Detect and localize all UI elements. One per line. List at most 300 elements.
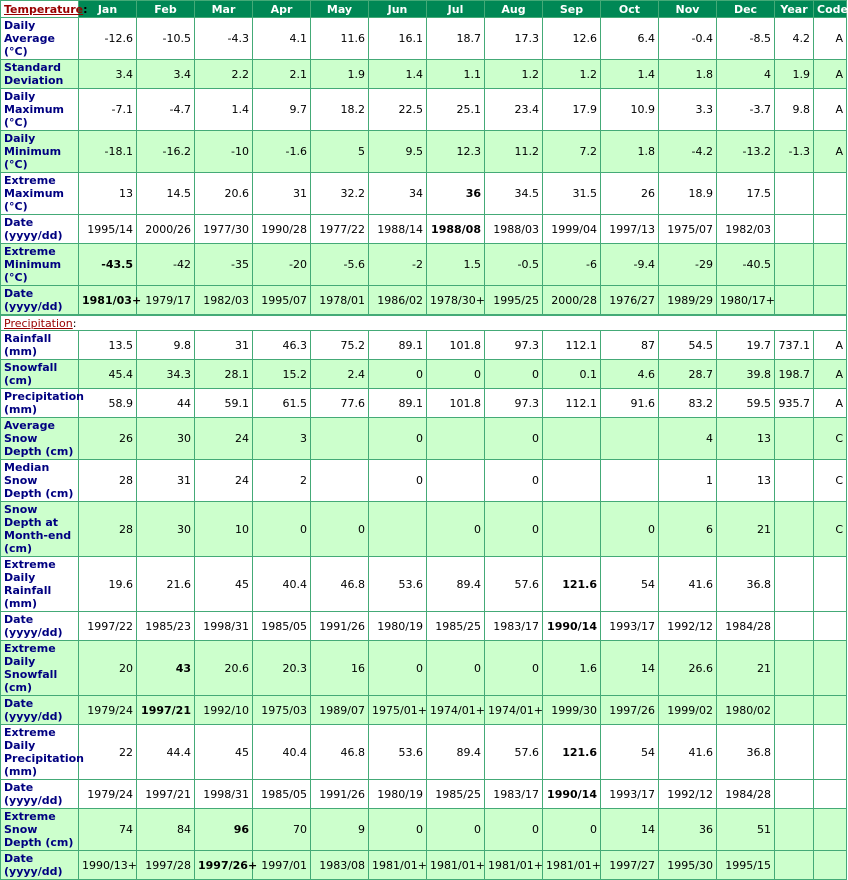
table-cell: 7.2 [543,131,601,173]
table-cell: 101.8 [427,389,485,418]
table-cell: 19.7 [717,331,775,360]
precipitation-section [1,315,847,331]
table-cell: 91.6 [601,389,659,418]
table-cell: 77.6 [311,389,369,418]
table-cell: 1992/12 [659,780,717,809]
table-row [1,360,847,389]
table-cell: 2000/26 [137,215,195,244]
table-cell: 4 [717,60,775,89]
table-cell: 1986/02 [369,286,427,316]
year-cell: 935.7 [775,389,814,418]
code-cell: A [814,60,847,89]
table-cell: 36.8 [717,725,775,780]
table-cell: -13.2 [717,131,775,173]
table-cell: 0 [485,809,543,851]
temperature-section-title[interactable]: Temperature [4,2,84,16]
table-cell: 1978/30+ [427,286,485,316]
table-cell: -0.5 [485,244,543,286]
table-cell: 1984/28 [717,612,775,641]
table-cell: 0 [253,502,311,557]
code-cell [814,173,847,215]
table-row [1,460,847,502]
table-cell: 1998/31 [195,612,253,641]
table-cell: 36.8 [717,557,775,612]
table-cell: 2 [253,460,311,502]
code-cell: C [814,418,847,460]
row-label: Extreme Minimum (°C) [1,244,79,286]
code-cell: C [814,502,847,557]
precipitation-section-row [1,315,847,331]
row-label: Average Snow Depth (cm) [1,418,79,460]
code-cell [814,725,847,780]
table-cell: 89.4 [427,557,485,612]
table-cell: 112.1 [543,389,601,418]
table-cell [427,418,485,460]
col-header-month: Jan [79,1,137,18]
table-row [1,809,847,851]
table-cell: 12.6 [543,18,601,60]
table-cell: 89.1 [369,389,427,418]
header-row [1,1,847,18]
table-cell: 1988/08 [427,215,485,244]
table-cell: -3.7 [717,89,775,131]
code-cell [814,809,847,851]
row-label: Median Snow Depth (cm) [1,460,79,502]
table-cell: -4.7 [137,89,195,131]
table-cell: 20.6 [195,641,253,696]
row-label: Date (yyyy/dd) [1,286,79,316]
table-row [1,60,847,89]
table-cell: 40.4 [253,725,311,780]
temperature-section-header: Temperature: [1,1,79,18]
table-cell: 1983/08 [311,851,369,880]
year-cell [775,809,814,851]
table-cell: 1.9 [311,60,369,89]
table-cell: 0 [485,418,543,460]
table-cell: 54.5 [659,331,717,360]
table-cell: 0 [369,360,427,389]
table-cell: 1995/14 [79,215,137,244]
col-header-month: Sep [543,1,601,18]
table-cell: 34.3 [137,360,195,389]
table-cell: 1990/28 [253,215,311,244]
table-cell: -16.2 [137,131,195,173]
table-cell: 1992/12 [659,612,717,641]
table-cell: 1 [659,460,717,502]
table-cell: 15.2 [253,360,311,389]
table-cell: 1999/02 [659,696,717,725]
table-row [1,612,847,641]
table-cell: 101.8 [427,331,485,360]
code-cell: A [814,131,847,173]
row-label: Standard Deviation [1,60,79,89]
table-cell: 46.8 [311,725,369,780]
year-cell: -1.3 [775,131,814,173]
table-cell: 97.3 [485,331,543,360]
table-cell: 121.6 [543,557,601,612]
table-cell: 1.6 [543,641,601,696]
table-cell: 89.1 [369,331,427,360]
code-cell [814,641,847,696]
table-cell: 22.5 [369,89,427,131]
col-header-month: Nov [659,1,717,18]
table-cell: 1975/03 [253,696,311,725]
year-cell [775,418,814,460]
row-label: Date (yyyy/dd) [1,851,79,880]
table-cell: 23.4 [485,89,543,131]
table-cell: 2.4 [311,360,369,389]
table-cell: 1988/03 [485,215,543,244]
table-cell: 12.3 [427,131,485,173]
table-row [1,215,847,244]
row-label: Extreme Daily Precipitation (mm) [1,725,79,780]
table-cell: 3.3 [659,89,717,131]
table-cell: -8.5 [717,18,775,60]
table-cell: 20 [79,641,137,696]
table-cell: 4 [659,418,717,460]
table-cell [543,418,601,460]
table-cell: 18.2 [311,89,369,131]
table-cell: 45.4 [79,360,137,389]
col-header-month: May [311,1,369,18]
table-cell: 0 [485,641,543,696]
table-cell: 1980/02 [717,696,775,725]
table-cell: 59.1 [195,389,253,418]
col-header-month: Apr [253,1,311,18]
row-label: Date (yyyy/dd) [1,215,79,244]
table-cell: 17.5 [717,173,775,215]
row-label: Precipitation (mm) [1,389,79,418]
table-cell: 1997/26+ [195,851,253,880]
table-cell: 54 [601,557,659,612]
table-cell: 18.7 [427,18,485,60]
table-cell: 87 [601,331,659,360]
table-row [1,286,847,316]
table-cell [369,502,427,557]
table-row [1,418,847,460]
table-cell: 1991/26 [311,780,369,809]
table-cell: 2.2 [195,60,253,89]
table-cell: 9 [311,809,369,851]
table-cell: 2000/28 [543,286,601,316]
table-cell: 13 [717,418,775,460]
table-cell: 17.9 [543,89,601,131]
table-cell: 21 [717,502,775,557]
table-cell: -2 [369,244,427,286]
table-cell: 121.6 [543,725,601,780]
table-cell: 53.6 [369,557,427,612]
table-cell: 43 [137,641,195,696]
table-cell: 10.9 [601,89,659,131]
table-cell: 1997/01 [253,851,311,880]
table-cell: 28.7 [659,360,717,389]
table-cell: 1999/30 [543,696,601,725]
table-cell: 20.3 [253,641,311,696]
table-cell: 1995/15 [717,851,775,880]
table-cell: 58.9 [79,389,137,418]
table-cell: 14 [601,809,659,851]
table-cell: 1997/13 [601,215,659,244]
table-cell: 1990/13+ [79,851,137,880]
table-cell: 59.5 [717,389,775,418]
table-cell: 1.4 [601,60,659,89]
table-row [1,244,847,286]
table-cell: 28.1 [195,360,253,389]
table-cell: 1.1 [427,60,485,89]
table-cell: 1993/17 [601,780,659,809]
table-cell: 11.6 [311,18,369,60]
row-label: Extreme Daily Snowfall (cm) [1,641,79,696]
row-label: Date (yyyy/dd) [1,780,79,809]
year-cell [775,612,814,641]
col-header-month: Mar [195,1,253,18]
table-cell: 34 [369,173,427,215]
row-label: Date (yyyy/dd) [1,696,79,725]
table-cell: 1.4 [369,60,427,89]
table-cell [311,418,369,460]
table-cell: 1993/17 [601,612,659,641]
table-cell [311,460,369,502]
table-cell: -20 [253,244,311,286]
table-row [1,18,847,60]
table-cell: 1.2 [543,60,601,89]
table-cell: 0 [543,809,601,851]
table-cell: 1980/19 [369,612,427,641]
table-cell: 0 [485,502,543,557]
table-cell: 5 [311,131,369,173]
table-cell: 1975/07 [659,215,717,244]
col-header-year: Year [775,1,814,18]
code-cell: A [814,89,847,131]
table-cell: 0 [369,418,427,460]
table-cell: 75.2 [311,331,369,360]
table-cell: 32.2 [311,173,369,215]
table-cell: 1989/07 [311,696,369,725]
table-cell: 28 [79,460,137,502]
table-cell: 25.1 [427,89,485,131]
year-cell [775,215,814,244]
year-cell [775,725,814,780]
table-cell: 1.8 [659,60,717,89]
year-cell [775,244,814,286]
row-label: Extreme Maximum (°C) [1,173,79,215]
table-cell: 30 [137,418,195,460]
table-row [1,641,847,696]
table-cell: 1985/05 [253,780,311,809]
table-cell [543,460,601,502]
table-cell: 1995/07 [253,286,311,316]
col-header-month: Jul [427,1,485,18]
table-cell: 41.6 [659,725,717,780]
row-label: Extreme Snow Depth (cm) [1,809,79,851]
table-cell: 1985/25 [427,780,485,809]
table-cell: 1995/25 [485,286,543,316]
table-cell: 6 [659,502,717,557]
table-cell: 1995/30 [659,851,717,880]
table-cell: -29 [659,244,717,286]
table-cell: -10.5 [137,18,195,60]
table-cell: 1.4 [195,89,253,131]
table-cell: 13 [79,173,137,215]
row-label: Extreme Daily Rainfall (mm) [1,557,79,612]
code-cell [814,696,847,725]
table-row [1,389,847,418]
table-cell: 0 [427,502,485,557]
table-cell: 1985/25 [427,612,485,641]
table-cell: 1997/22 [79,612,137,641]
table-cell: -35 [195,244,253,286]
table-cell: 0 [369,460,427,502]
table-cell: 1983/17 [485,780,543,809]
code-cell [814,612,847,641]
table-cell: -12.6 [79,18,137,60]
year-cell: 9.8 [775,89,814,131]
table-cell: 31 [253,173,311,215]
table-cell: 1980/17+ [717,286,775,316]
table-row [1,502,847,557]
table-cell: 13 [717,460,775,502]
year-cell [775,557,814,612]
table-cell: 34.5 [485,173,543,215]
row-label: Rainfall (mm) [1,331,79,360]
table-cell: 36 [427,173,485,215]
table-cell: 1997/28 [137,851,195,880]
table-cell: 1.5 [427,244,485,286]
table-cell: 16.1 [369,18,427,60]
year-cell: 198.7 [775,360,814,389]
table-cell: 1978/01 [311,286,369,316]
table-cell: 1979/17 [137,286,195,316]
table-cell: 61.5 [253,389,311,418]
table-cell: 1988/14 [369,215,427,244]
table-cell: 0.1 [543,360,601,389]
table-cell: 0 [427,641,485,696]
code-cell [814,244,847,286]
table-cell: 1981/01+ [543,851,601,880]
precipitation-section-header: Precipitation: [1,315,847,331]
table-cell: 0 [369,641,427,696]
precipitation-rows [1,331,847,880]
table-cell: 39.8 [717,360,775,389]
table-row [1,173,847,215]
table-cell: 17.3 [485,18,543,60]
table-cell: 0 [485,360,543,389]
year-cell [775,851,814,880]
table-row [1,331,847,360]
row-label: Daily Average (°C) [1,18,79,60]
table-cell: -1.6 [253,131,311,173]
year-cell [775,173,814,215]
table-cell: 1979/24 [79,780,137,809]
table-cell: 112.1 [543,331,601,360]
table-cell: 0 [427,360,485,389]
table-cell: 1975/01+ [369,696,427,725]
col-header-month: Jun [369,1,427,18]
code-cell: C [814,460,847,502]
col-header-code: Code [814,1,847,18]
table-cell [601,460,659,502]
table-cell: 26.6 [659,641,717,696]
table-cell: 36 [659,809,717,851]
table-cell: 1981/01+ [427,851,485,880]
table-cell: 1997/21 [137,696,195,725]
table-cell: 3.4 [137,60,195,89]
temperature-rows [1,18,847,316]
table-cell [543,502,601,557]
table-cell: 24 [195,418,253,460]
table-cell: 9.5 [369,131,427,173]
table-row [1,725,847,780]
code-cell: A [814,360,847,389]
code-cell: A [814,18,847,60]
table-cell: 41.6 [659,557,717,612]
table-cell: 21 [717,641,775,696]
table-cell: 1983/17 [485,612,543,641]
table-cell: 2.1 [253,60,311,89]
row-label: Daily Minimum (°C) [1,131,79,173]
table-cell: 1984/28 [717,780,775,809]
table-cell: 97.3 [485,389,543,418]
table-cell: -43.5 [79,244,137,286]
table-row [1,851,847,880]
table-cell: 21.6 [137,557,195,612]
table-cell: 18.9 [659,173,717,215]
code-cell [814,780,847,809]
table-cell: 9.8 [137,331,195,360]
table-cell: 1981/03+ [79,286,137,316]
table-cell: 54 [601,725,659,780]
table-cell: 10 [195,502,253,557]
table-cell: -10 [195,131,253,173]
year-cell: 1.9 [775,60,814,89]
table-cell: 4.1 [253,18,311,60]
precipitation-section-title[interactable]: Precipitation [4,316,73,330]
row-label: Date (yyyy/dd) [1,612,79,641]
table-cell: 1977/30 [195,215,253,244]
table-cell: 1990/14 [543,612,601,641]
year-cell [775,286,814,316]
table-cell: 1992/10 [195,696,253,725]
table-cell: 11.2 [485,131,543,173]
table-cell: 1999/04 [543,215,601,244]
table-cell: 46.8 [311,557,369,612]
table-cell: 0 [311,502,369,557]
table-cell: 1985/05 [253,612,311,641]
table-cell: 4.6 [601,360,659,389]
table-cell: -5.6 [311,244,369,286]
table-cell: 28 [79,502,137,557]
table-cell: -6 [543,244,601,286]
table-cell: 13.5 [79,331,137,360]
code-cell: A [814,389,847,418]
table-cell: 1991/26 [311,612,369,641]
table-cell: -0.4 [659,18,717,60]
table-cell: 3.4 [79,60,137,89]
table-cell: 45 [195,557,253,612]
year-cell [775,696,814,725]
table-cell: -42 [137,244,195,286]
table-cell: 1985/23 [137,612,195,641]
year-cell: 4.2 [775,18,814,60]
year-cell: 737.1 [775,331,814,360]
table-cell: 1990/14 [543,780,601,809]
table-cell: 9.7 [253,89,311,131]
table-cell: 22 [79,725,137,780]
row-label: Snowfall (cm) [1,360,79,389]
table-cell: 1997/27 [601,851,659,880]
year-cell [775,780,814,809]
table-cell: 57.6 [485,557,543,612]
